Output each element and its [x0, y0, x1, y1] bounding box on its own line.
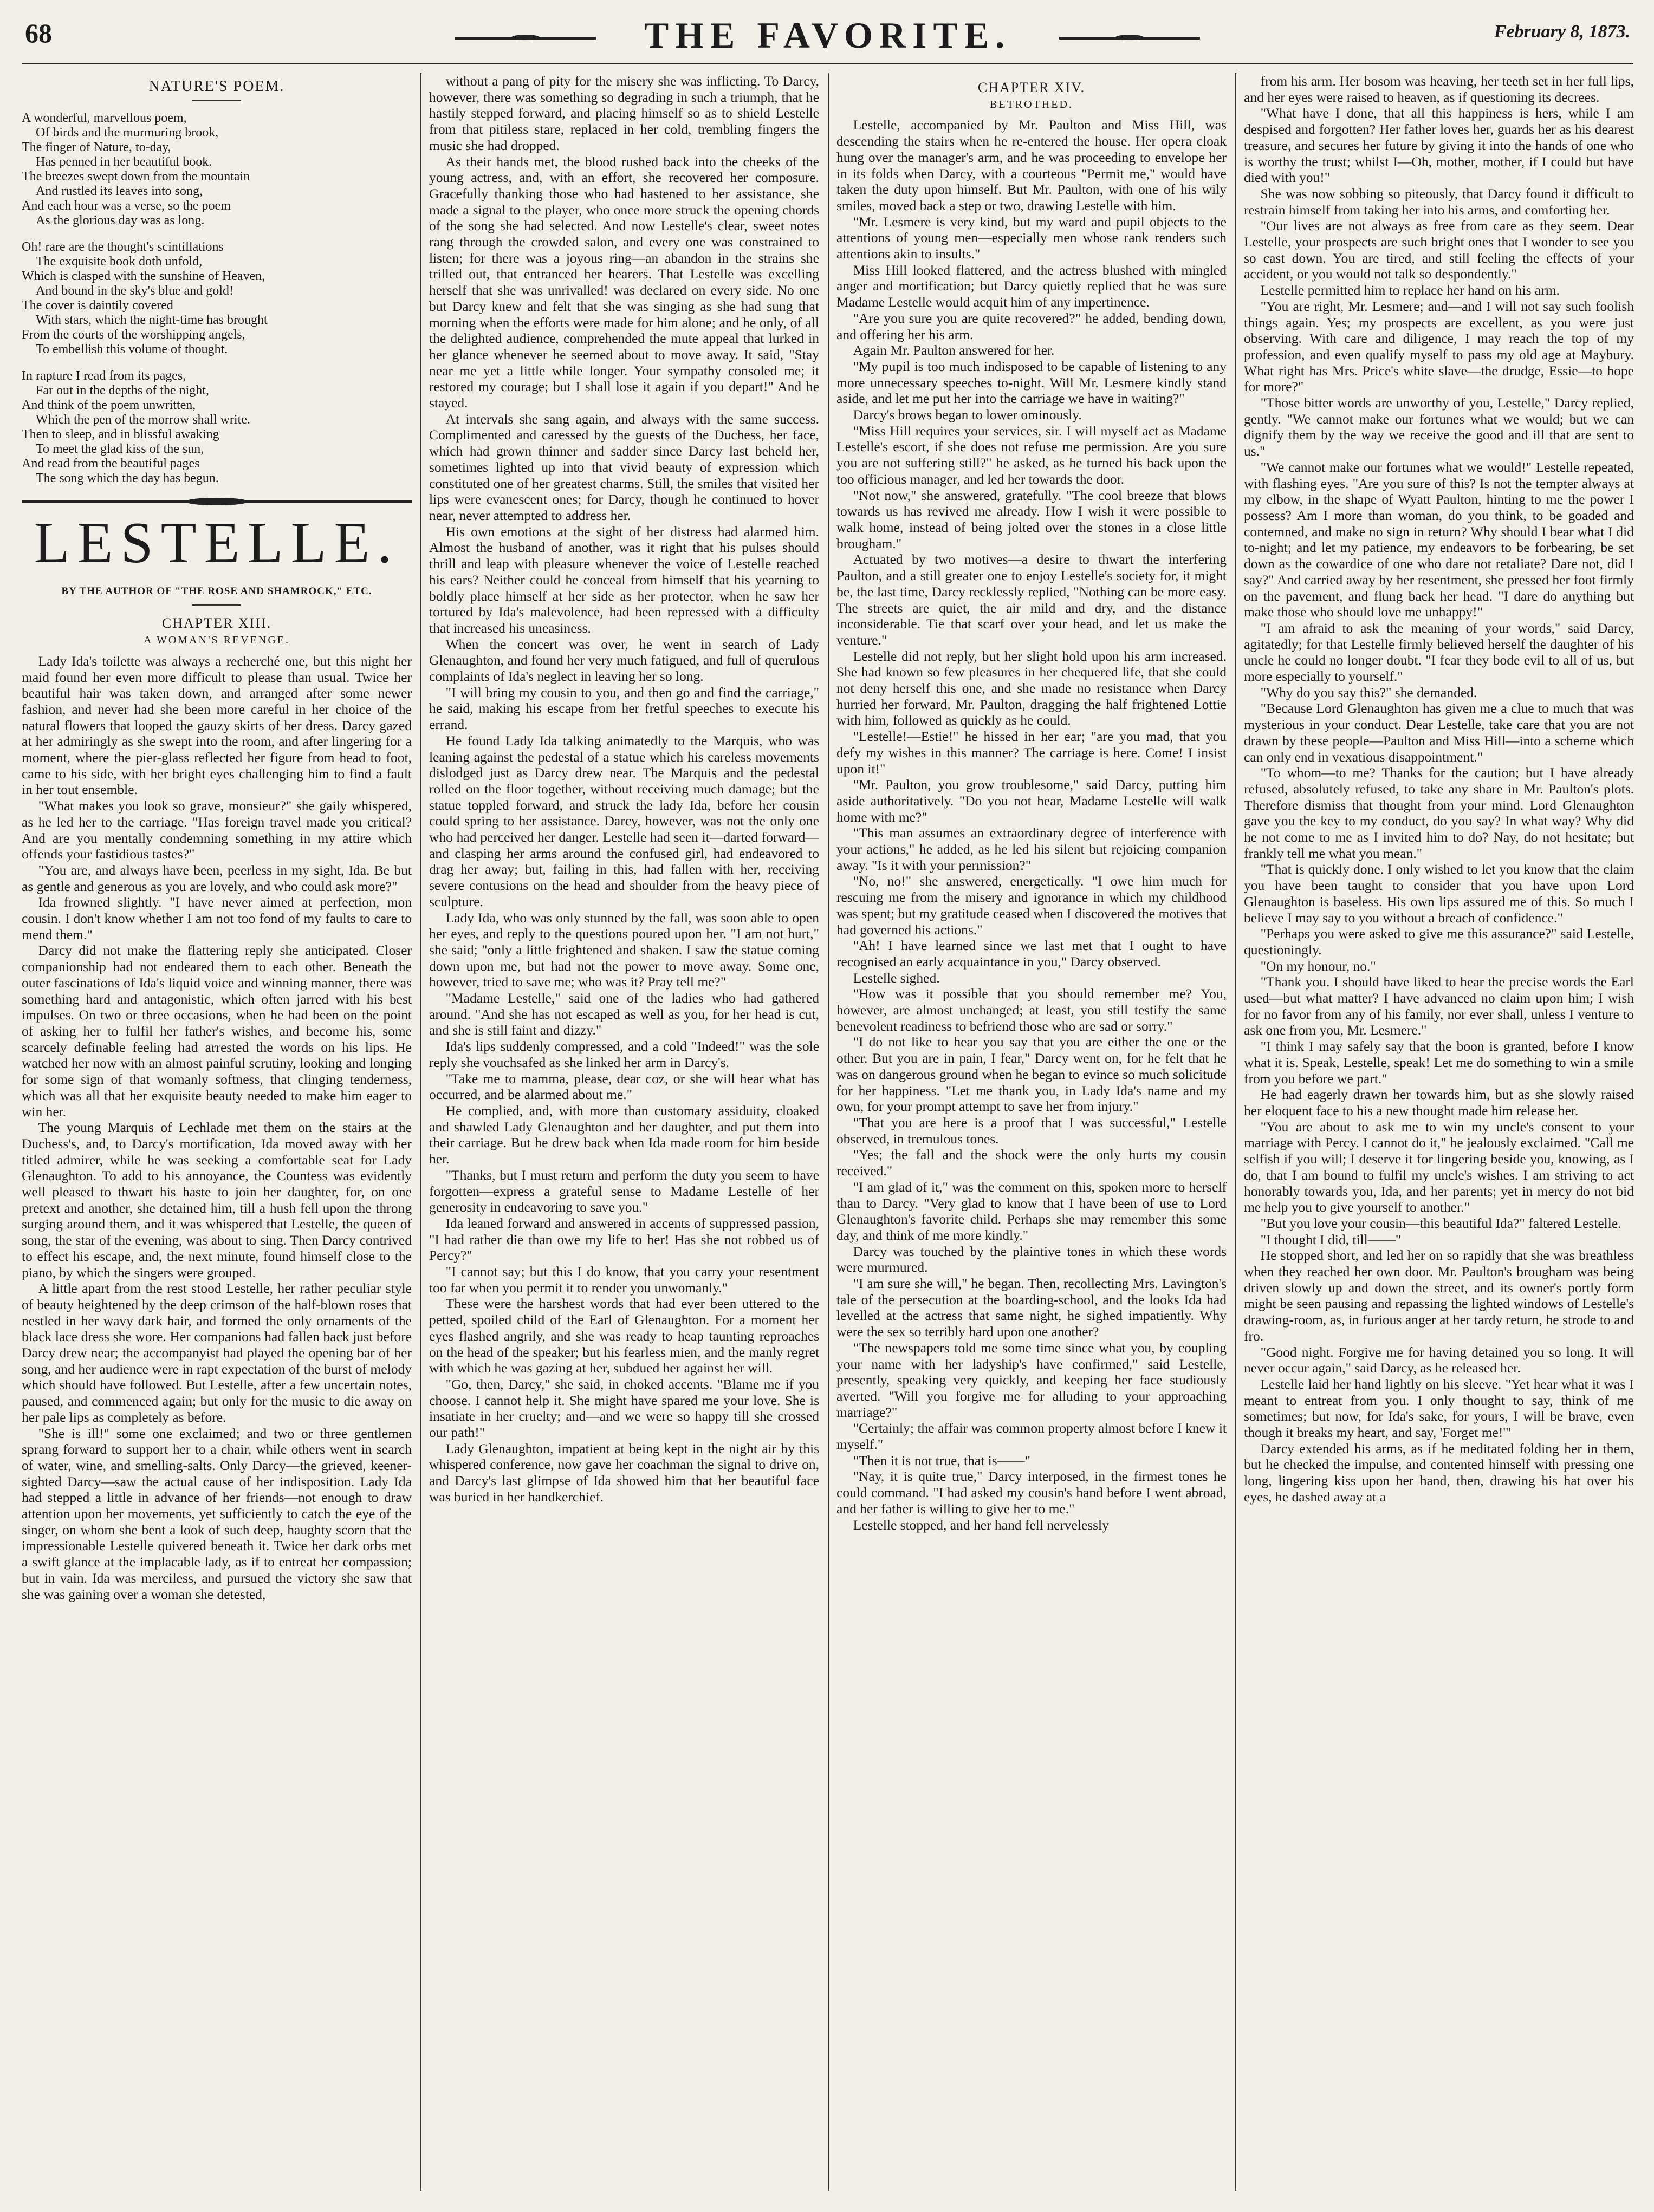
article-paragraph: As their hands met, the blood rushed back into the cheeks of the young actress, and, with an effort, she recovered her composure. Gracefully thanking those who had hastened to her assistance, she made a signal to the player, who once more struck the opening chords of the song she had selected. And now Lestelle's clear, sweet notes rang through the crowded salon, and every one was constrained to listen; for there was a joyous ring—an abandon in the strains she trilled out, that entranced her hearers. That Lestelle was excelling herself that she was unrivalled! was declared on every side. No one but Darcy knew and felt that she was singing as she had sung that morning when the efforts were made for him alone; and he only, of all the delighted audience, comprehended the mute appeal that lurked in her glance whenever he seemed about to move away. It said, "Stay near me yet a little while longer. Your sympathy consoled me; it restored my courage; but I shall lose it again if you depart!" And he stayed. — [429, 153, 819, 411]
poem-line: Which the pen of the morrow shall write. — [36, 412, 250, 427]
article-paragraph: Lestelle laid her hand lightly on his sleeve. "Yet hear what it was I meant to entreat from you. I only thought to say, think of me sometimes; but now, for Ida's sake, for yours, I will be brave, even though it breaks my heart, and say, 'Forget me!'" — [1244, 1376, 1634, 1441]
poem-line: A wonderful, marvellous poem, — [22, 110, 187, 125]
article-paragraph: His own emotions at the sight of her distress had alarmed him. Almost the husband of another, was it right that his pulses should thrill and leap with pleasure whenever the voice of Lestelle reached his ears? Neither could he conceal from himself that his yearning to boldly place himself at her side as her protector, when he saw her tortured by Ida's malevolence, had been repressed with a difficulty that increased his uneasiness. — [429, 523, 819, 636]
poem-line: To meet the glad kiss of the sun, — [36, 441, 204, 456]
column-3 — [836, 73, 1227, 2191]
article-paragraph: "You are, and always have been, peerless in my sight, Ida. Be but as gentle and generous as you are lovely, and who could ask more?" — [22, 862, 412, 894]
poem-line: The exquisite book doth unfold, — [36, 254, 203, 269]
article-paragraph: "No, no!" she answered, energetically. "I owe him much for rescuing me from the misery and ignorance in which my childhood was spent; but my gratitude ceased when I discovered the motives that had governed his actions." — [836, 873, 1227, 938]
section-divider — [22, 498, 412, 505]
article-paragraph: "Mr. Paulton, you grow troublesome," said Darcy, putting him aside authoritatively. "Do you not hear, Madame Lestelle will walk home with me?" — [836, 777, 1227, 825]
article-paragraph: The young Marquis of Lechlade met them on the stairs at the Duchess's, and, to Darcy's mortification, Ida moved away with her titled admirer, while he was seeking a comfortable seat for Lady Glenaughton. To add to his annoyance, the Countess was evidently well pleased to thwart his haste to join her daughter, for, on one pretext and another, she detained him, till a hush fell upon the throng surging around them, and it was whispered that Lestelle, the queen of song, the star of the evening, was about to sing. Then Darcy contrived to effect his escape, and, the next minute, found himself close to the piano, by which the singers were grouped. — [22, 1120, 412, 1280]
article-paragraph: "Our lives are not always as free from care as they seem. Dear Lestelle, your prospects are such bright ones that I wonder to see you so cast down. You are tired, and still feeling the effects of your accident, or you would not talk so despondently." — [1244, 218, 1634, 282]
article-paragraph: "Madame Lestelle," said one of the ladies who had gathered around. "And she has not escaped as well as you, for her head is cut, and she is still faint and dizzy." — [429, 990, 819, 1038]
article-paragraph: "We cannot make our fortunes what we would!" Lestelle repeated, with flashing eyes. "Are you sure of this? Is not the tempter always at my elbow, in the shape of Wyatt Paulton, hinting to me the power I possess? Am I more than woman, do you think, to be goaded and contemned, and make no sign in return? Why should I bear what I did to-night; and let my patience, my endeavors to be forbearing, be set down as the cowardice of one who dare not retaliate? Dare not, did I say?" And carried away by her resentment, she pressed her foot firmly on the pavement, and flung back her head. "I dare do anything but make those who should love me unhappy!" — [1244, 459, 1634, 620]
column-divider — [828, 73, 829, 2191]
article-paragraph: A little apart from the rest stood Lestelle, her rather peculiar style of beauty heightened by the deep crimson of the half-blown roses that nestled in her wavy dark hair, and formed the only ornaments of the black lace dress she wore. Her companions had fallen back just before Darcy drew near; the accompanyist had played the opening bar of her song, and her audience were in rapt expectation of the burst of melody which should have followed. But Lestelle, after a few uncertain notes, paused, and commenced again; but only for the music to die away on her pale lips as completely as before. — [22, 1280, 412, 1425]
chapter-subheading: BETROTHED. — [990, 98, 1073, 110]
article-paragraph: Actuated by two motives—a desire to thwart the interfering Paulton, and a still greater one to enjoy Lestelle's society for, it might be, the last time, Darcy recklessly replied, "Nothing can be more easy. The streets are quiet, the air mild and dry, and the distance inconsiderable. Tie that scarf over your head, and let us make the venture." — [836, 551, 1227, 648]
article-paragraph: "Mr. Lesmere is very kind, but my ward and pupil objects to the attentions of young men—especially men whose rank renders such attentions akin to insults." — [836, 213, 1227, 262]
article-paragraph: "Take me to mamma, please, dear coz, or she will hear what has occurred, and be alarmed about me." — [429, 1070, 819, 1103]
article-paragraph: "I am glad of it," was the comment on this, spoken more to herself than to Darcy. "Very glad to know that I have been of use to Lord Glenaughton's favorite child. Perhaps she may remember this some day, and think of me more kindly." — [836, 1179, 1227, 1243]
paper-title: THE FAVORITE. — [644, 15, 1011, 56]
poem-line: The cover is daintily covered — [22, 298, 173, 313]
article-paragraph: Miss Hill looked flattered, and the actress blushed with mingled anger and mortification; but Darcy quietly replied that he was sure Madame Lestelle would acquit him of any impertinence. — [836, 262, 1227, 310]
article-paragraph: "I will bring my cousin to you, and then go and find the carriage," he said, making his escape from her fretful speeches to execute his errand. — [429, 684, 819, 733]
column-divider — [420, 73, 421, 2191]
masthead-ornament-right — [1059, 35, 1200, 41]
article-paragraph: "Are you sure you are quite recovered?" he added, bending down, and offering her his arm. — [836, 310, 1227, 342]
article-paragraph: He complied, and, with more than customary assiduity, cloaked and shawled Lady Glenaughton and her daughter, and put them into their carriage. But he drew back when Ida made room for him beside her. — [429, 1103, 819, 1167]
article-paragraph: "Thank you. I should have liked to hear the precise words the Earl used—but what matter? I have advanced no claim upon him; I wish for no favor from any of his family, nor ever shall, unless I venture to ask one from you, Mr. Lesmere." — [1244, 974, 1634, 1038]
poem-body — [22, 111, 412, 486]
article-paragraph: "You are right, Mr. Lesmere; and—and I will not say such foolish things again. Yes; my prospects are excellent, as you were just observing. With care and diligence, I may reach the top of my profession, and even qualify myself to pass my old age at Maybury. What right has Mrs. Price's white slave—the drudge, Essie—to hope for more?" — [1244, 298, 1634, 395]
article-paragraph: "How was it possible that you should remember me? You, however, are almost unchanged; at least, you still testify the same benevolent readiness to befriend those who are sad or sorry." — [836, 986, 1227, 1034]
article-paragraph: Ida leaned forward and answered in accents of suppressed passion, "I had rather die than owe my life to her! Has she not robbed us of Percy?" — [429, 1215, 819, 1264]
column-2 — [429, 73, 819, 2191]
article-paragraph: "This man assumes an extraordinary degree of interference with your actions," he added, as he led his silent but rejoicing companion away. "Is it with your permission?" — [836, 825, 1227, 873]
poem-line: Then to sleep, and in blissful awaking — [22, 427, 219, 441]
poem-stanza — [22, 369, 412, 486]
article-paragraph: "I do not like to hear you say that you are either the one or the other. But you are in pain, I fear," Darcy went on, for he felt that he was on dangerous ground when he began to evince so much solicitude for her happiness. "Let me thank you, in Lady Ida's name and my own, for your prompt attempt to save her from injury." — [836, 1034, 1227, 1115]
title-rule — [192, 604, 241, 606]
newspaper-page — [22, 0, 1633, 2199]
poem-title: NATURE'S POEM. — [148, 78, 285, 95]
article-paragraph: When the concert was over, he went in search of Lady Glenaughton, and found her very much fatigued, and full of querulous complaints of Ida's neglect in leaving her so long. — [429, 636, 819, 685]
article-paragraph: Lady Ida, who was only stunned by the fall, was soon able to open her eyes, and reply to the questions poured upon her. "I am not hurt," she said; "only a little frightened and shaken. I saw the statue coming down upon me, but had not the power to move away. Some one, however, tried to save me; who was it? Pray tell me?" — [429, 909, 819, 990]
article-paragraph: These were the harshest words that had ever been uttered to the petted, spoiled child of the Earl of Glenaughton. For a moment her eyes flashed angrily, and she was ready to heap taunting reproaches on the head of the speaker; but his fearless mien, and the manly regret with which he was gazing at her, subdued her against her will. — [429, 1296, 819, 1376]
article-paragraph: "Good night. Forgive me for having detained you so long. It will never occur again," said Darcy, as he released her. — [1244, 1344, 1634, 1376]
article-paragraph: "Perhaps you were asked to give me this assurance?" said Lestelle, questioningly. — [1244, 926, 1634, 958]
article-paragraph: Darcy extended his arms, as if he meditated folding her in them, but he checked the impulse, and contented himself with pressing one long, lingering kiss upon her hand, then, drawing his hat over his eyes, he dashed away at a — [1244, 1440, 1634, 1505]
article-paragraph: without a pang of pity for the misery she was inflicting. To Darcy, however, there was something so degrading in such a triumph, that he hastily stepped forward, and placing himself so as to shield Lestelle from that pitiless stare, replaced in her cold, trembling fingers the music she had dropped. — [429, 73, 819, 153]
column-4 — [1244, 73, 1634, 2191]
article-paragraph: "What makes you look so grave, monsieur?" she gaily whispered, as he led her to the carriage. "Has foreign travel made you critical? And are you mentally condemning something in my attire which offends your fastidious tastes?" — [22, 798, 412, 862]
article-paragraph: Darcy did not make the flattering reply she anticipated. Closer companionship had not endeared them to each other. Beneath the outer fascinations of Ida's liquid voice and winning manner, there was something hard and antagonistic, which often jarred with his best impulses. On two or three occasions, when he had been on the point of asking her to fulfil her father's wishes, and become his, some scarcely definable feeling had arrested the words on his lips. He watched her now with an almost painful scrutiny, looking and longing for some sign of that womanly softness, that clinging tenderness, which was all that her exquisite beauty needed to make him eager to win her. — [22, 942, 412, 1120]
masthead-rule — [22, 62, 1633, 64]
article-paragraph: "Certainly; the affair was common property almost before I knew it myself." — [836, 1420, 1227, 1453]
poem-line: The song which the day has begun. — [36, 471, 219, 485]
poem-line: And rustled its leaves into song, — [36, 184, 203, 198]
article-paragraph: Ida's lips suddenly compressed, and a cold "Indeed!" was the sole reply she vouchsafed as she linked her arm in Darcy's. — [429, 1038, 819, 1070]
article-paragraph: "Then it is not true, that is——" — [853, 1452, 1031, 1468]
chapter-heading: CHAPTER XIII. — [161, 615, 272, 632]
article-paragraph: "Lestelle!—Estie!" he hissed in her ear; "are you mad, that you defy my wishes in this manner? The carriage is here. Come! I insist upon it!" — [836, 728, 1227, 777]
poem-line: Of birds and the murmuring brook, — [36, 125, 219, 140]
story-title: LESTELLE. — [34, 510, 400, 575]
byline: BY THE AUTHOR OF "THE ROSE AND SHAMROCK," ETC. — [61, 585, 372, 597]
article-paragraph: "I thought I did, till——" — [1260, 1231, 1402, 1247]
column-divider — [1235, 73, 1236, 2191]
article-paragraph: At intervals she sang again, and always with the same success. Complimented and caressed by the guests of the Duchess, her face, which had grown thinner and sadder since Darcy last beheld her, sometimes lighted up into that vivid beauty of expression which constituted one of her greatest charms. Still, the smiles that visited her lips were evanescent ones; for Darcy, though he continued to hover near, never attempted to address her. — [429, 411, 819, 523]
poem-line: The breezes swept down from the mountain — [22, 169, 250, 184]
article-paragraph: "To whom—to me? Thanks for the caution; but I have already refused, absolutely refused, to take any share in Mr. Paulton's plots. Therefore dismiss that thought from your mind. Lord Glenaughton gave you the key to my conduct, do you say? In what way? Why did he not come to me as I invited him to do? Nay, do not hesitate; but frankly tell me what you mean." — [1244, 765, 1634, 861]
article-paragraph: "I think I may safely say that the boon is granted, before I know what it is. Speak, Lestelle, speak! Let me do something to win a smile from you before we part." — [1244, 1038, 1634, 1087]
article-paragraph: "I am afraid to ask the meaning of your words," said Darcy, agitatedly; for that Lestelle firmly believed herself the daughter of his uncle he could no longer doubt. "I fear they bode evil to all of us, but more especially to yourself." — [1244, 620, 1634, 685]
chapter-subheading: A WOMAN'S REVENGE. — [143, 634, 290, 647]
article-paragraph: He had eagerly drawn her towards him, but as she slowly raised her eloquent face to his a new thought made him release her. — [1244, 1087, 1634, 1118]
poem-line: Which is clasped with the sunshine of Heaven, — [22, 269, 265, 283]
poem-line: And each hour was a verse, so the poem — [22, 198, 231, 213]
column-text — [1244, 73, 1634, 1505]
title-rule — [192, 100, 241, 101]
article-paragraph: Lady Ida's toilette was always a recherché one, but this night her maid found her even more difficult to please than usual. Twice her beautiful hair was taken down, and arranged after some newer fashion, and never had she been more careful in her choice of the natural flowers that looped the gauzy skirts of her dress. Darcy gazed at her admiringly as she swept into the room, and after lingering for a moment, where the pier-glass reflected her figure from head to foot, came to his side, with her bright eyes challenging him to find a fault in her tout ensemble. — [22, 653, 412, 798]
article-paragraph: Lestelle stopped, and her hand fell nervelessly — [853, 1517, 1109, 1533]
article-paragraph: "Ah! I have learned since we last met that I ought to have recognised an early acquaintance in you," Darcy observed. — [836, 938, 1227, 970]
article-paragraph: "The newspapers told me some time since what you, by coupling your name with her ladyship's have confirmed," said Lestelle, presently, speaking very quickly, and keeping her face studiously averted. "Will you forgive me for alluding to your approaching marriage?" — [836, 1339, 1227, 1420]
poem-line: Has penned in her beautiful book. — [36, 154, 212, 169]
article-paragraph: "Yes; the fall and the shock were the only hurts my cousin received." — [836, 1147, 1227, 1179]
poem-line: The finger of Nature, to-day, — [22, 140, 171, 154]
poem-stanza — [22, 240, 412, 357]
article-paragraph: Lestelle did not reply, but her slight hold upon his arm increased. She had known so few pleasures in her chequered life, that she could not deny herself this one, and she made no resistance when Darcy hurried her forward. Mr. Paulton, dragging the half frightened Lottie with him, followed as quickly as he could. — [836, 648, 1227, 728]
poem-line: And bound in the sky's blue and gold! — [36, 283, 233, 298]
masthead — [22, 12, 1633, 63]
article-paragraph: "You are about to ask me to win my uncle's consent to your marriage with Percy. I cannot do it," he jealously exclaimed. "Call me selfish if you will; I deserve it for lingering beside you, knowing, as I do, that I am bound to fulfil my uncle's wishes. I am striving to act honorably towards you, Ida, and her parents; yet in mercy do not bid me help you to give yourself to another." — [1244, 1118, 1634, 1215]
article-paragraph: "Miss Hill requires your services, sir. I will myself act as Madame Lestelle's escort, if she does not refuse me permission. Are you sure you are not suffering still?" he asked, as he turned his back upon the too officious manager, and led her towards the door. — [836, 422, 1227, 487]
poem-stanza — [22, 111, 412, 228]
article-paragraph: He found Lady Ida talking animatedly to the Marquis, who was leaning against the pedestal of a statue which his careless movements dislodged just as Darcy drew near. The Marquis and the pedestal rolled on the floor together, without receiving much damage; but the statue toppled forward, and struck the lady Ida, before her cousin could spring to her assistance. Darcy, however, was not the only one who had perceived her danger. Lestelle had seen it—darted forward—and clasping her arms around the confused girl, had endeavored to drag her away; but, failing in this, had fallen with her, receiving severe contusions on the head and shoulder from the heavy piece of sculpture. — [429, 732, 819, 909]
article-paragraph: "That is quickly done. I only wished to let you know that the claim you have been taught to consider that you have upon Lord Glenaughton is baseless. His own lips assured me of this. So much I believe I may say to you without a breach of confidence." — [1244, 861, 1634, 926]
column-text — [836, 117, 1227, 1533]
poem-line: Far out in the depths of the night, — [36, 383, 209, 398]
issue-date: February 8, 1873. — [1494, 22, 1630, 42]
article-paragraph: Darcy's brows began to lower ominously. — [853, 407, 1082, 423]
article-paragraph: "On my honour, no." — [1260, 958, 1376, 974]
poem-line: In rapture I read from its pages, — [22, 368, 186, 383]
article-paragraph: "I cannot say; but this I do know, that you carry your resentment too far when you permit it to render you unwomanly." — [429, 1264, 819, 1296]
article-paragraph: She was now sobbing so piteously, that Darcy found it difficult to restrain himself from taking her into his arms, and comforting her. — [1244, 185, 1634, 218]
article-paragraph: "Those bitter words are unworthy of you, Lestelle," Darcy replied, gently. "We cannot make our fortunes what we would; but we can dignify them by the way we receive the good and ill that are sent to us." — [1244, 395, 1634, 459]
article-paragraph: Lestelle, accompanied by Mr. Paulton and Miss Hill, was descending the stairs when he re-entered the house. Her opera cloak hung over the manager's arm, and he was proceeding to envelope her in its folds when Darcy, with a courteous "Permit me," would have taken the duty upon himself. But Mr. Paulton, with one of his wily smiles, moved back a step or two, drawing Lestelle with him. — [836, 117, 1227, 213]
article-paragraph: "I am sure she will," he began. Then, recollecting Mrs. Lavington's tale of the persecution at the boarding-school, and the looks Ida had levelled at the actress that same night, he sighed impatiently. Why were the sex so terribly hard upon one another? — [836, 1276, 1227, 1340]
column-1 — [22, 73, 412, 2191]
article-paragraph: "Nay, it is quite true," Darcy interposed, in the firmest tones he could command. "I had asked my cousin's hand before I went abroad, and her father is willing to give her to me." — [836, 1468, 1227, 1517]
poem-line: With stars, which the night-time has brought — [36, 313, 268, 327]
poem-line: To embellish this volume of thought. — [36, 342, 228, 356]
poem-line: And read from the beautiful pages — [22, 456, 200, 471]
column-text — [429, 73, 819, 1505]
article-paragraph: He stopped short, and led her on so rapidly that she was breathless when they reached her own door. Mr. Paulton's brougham was being driven slowly up and down the street, and its owner's portly form might be seen pausing and repassing the lighted windows of Lestelle's drawing-room, as, in furious anger at her tardy return, he strode to and fro. — [1244, 1247, 1634, 1344]
article-paragraph: Lestelle sighed. — [853, 970, 940, 986]
poem-line: From the courts of the worshipping angels, — [22, 327, 245, 342]
article-paragraph: "That you are here is a proof that I was successful," Lestelle observed, in tremulous tones. — [836, 1115, 1227, 1147]
article-paragraph: "Because Lord Glenaughton has given me a clue to much that was mysterious in your conduct. Dear Lestelle, take care that you are not drawn by these people—Paulton and Miss Hill—into a scheme which can only end in vexatious disappointment." — [1244, 700, 1634, 765]
article-paragraph: Lestelle permitted him to replace her hand on his arm. — [1260, 282, 1560, 298]
article-paragraph: from his arm. Her bosom was heaving, her teeth set in her full lips, and her eyes were raised to heaven, as if questioning its decrees. — [1244, 73, 1634, 105]
page-number: 68 — [25, 18, 52, 48]
column-text — [22, 653, 412, 1602]
article-paragraph: Darcy was touched by the plaintive tones in which these words were murmured. — [836, 1243, 1227, 1276]
article-paragraph: "Not now," she answered, gratefully. "The cool breeze that blows towards us has revived me already. How I wish it were possible to walk home, instead of being jolted over the stones in a close little brougham." — [836, 487, 1227, 551]
article-paragraph: Again Mr. Paulton answered for her. — [853, 342, 1055, 359]
article-paragraph: Ida frowned slightly. "I have never aimed at perfection, mon cousin. I don't know whether I am not too fond of my faults to care to mend them." — [22, 894, 412, 942]
article-paragraph: "Go, then, Darcy," she said, in choked accents. "Blame me if you choose. I cannot help it. She might have spared me your love. She is insatiate in her cruelty; and—and we were so happy till she crossed our path!" — [429, 1376, 819, 1441]
article-paragraph: "But you love your cousin—this beautiful Ida?" faltered Lestelle. — [1260, 1215, 1621, 1231]
poem-line: As the glorious day was as long. — [36, 213, 205, 227]
article-paragraph: "What have I done, that all this happiness is hers, while I am despised and forgotten? Her father loves her, guards her as his dearest treasure, and secures her future by giving it into the hands of one who is worthy the trust; whilst I—Oh, mother, mother, if I could but have died with you!" — [1244, 105, 1634, 186]
article-paragraph: "Why do you say this?" she demanded. — [1260, 684, 1477, 700]
poem-line: And think of the poem unwritten, — [22, 398, 196, 412]
article-paragraph: "She is ill!" some one exclaimed; and two or three gentlemen sprang forward to support her to a chair, while others went in search of water, wine, and smelling-salts. Only Darcy—the grieved, keener-sighted Darcy—saw the actual cause of her indisposition. Lady Ida had stepped a little in advance of her friends—not enough to draw attention upon her movements, yet sufficiently to catch the eye of the singer, on whom she bent a look of such deep, haughty scorn that the impressionable Lestelle quivered beneath it. Twice her dark orbs met a swift glance at the implacable lady, as if to entreat her compassion; but in vain. Ida was merciless, and pursued the victory she saw that she was gaining over a woman she detested, — [22, 1425, 412, 1602]
article-paragraph: "Thanks, but I must return and perform the duty you seem to have forgotten—express a grateful sense to Madame Lestelle of her generosity in endeavoring to save you." — [429, 1167, 819, 1215]
poem-line: Oh! rare are the thought's scintillations — [22, 239, 224, 254]
article-paragraph: Lady Glenaughton, impatient at being kept in the night air by this whispered conference, now gave her coachman the signal to drive on, and Darcy's last glimpse of Ida showed him that her beautiful face was buried in her handkerchief. — [429, 1440, 819, 1505]
chapter-heading: CHAPTER XIV. — [977, 80, 1086, 95]
article-paragraph: "My pupil is too much indisposed to be capable of listening to any more unnecessary speeches to-night. Will Mr. Lesmere kindly stand aside, and let me put her into the carriage we have in waiting?" — [836, 358, 1227, 407]
